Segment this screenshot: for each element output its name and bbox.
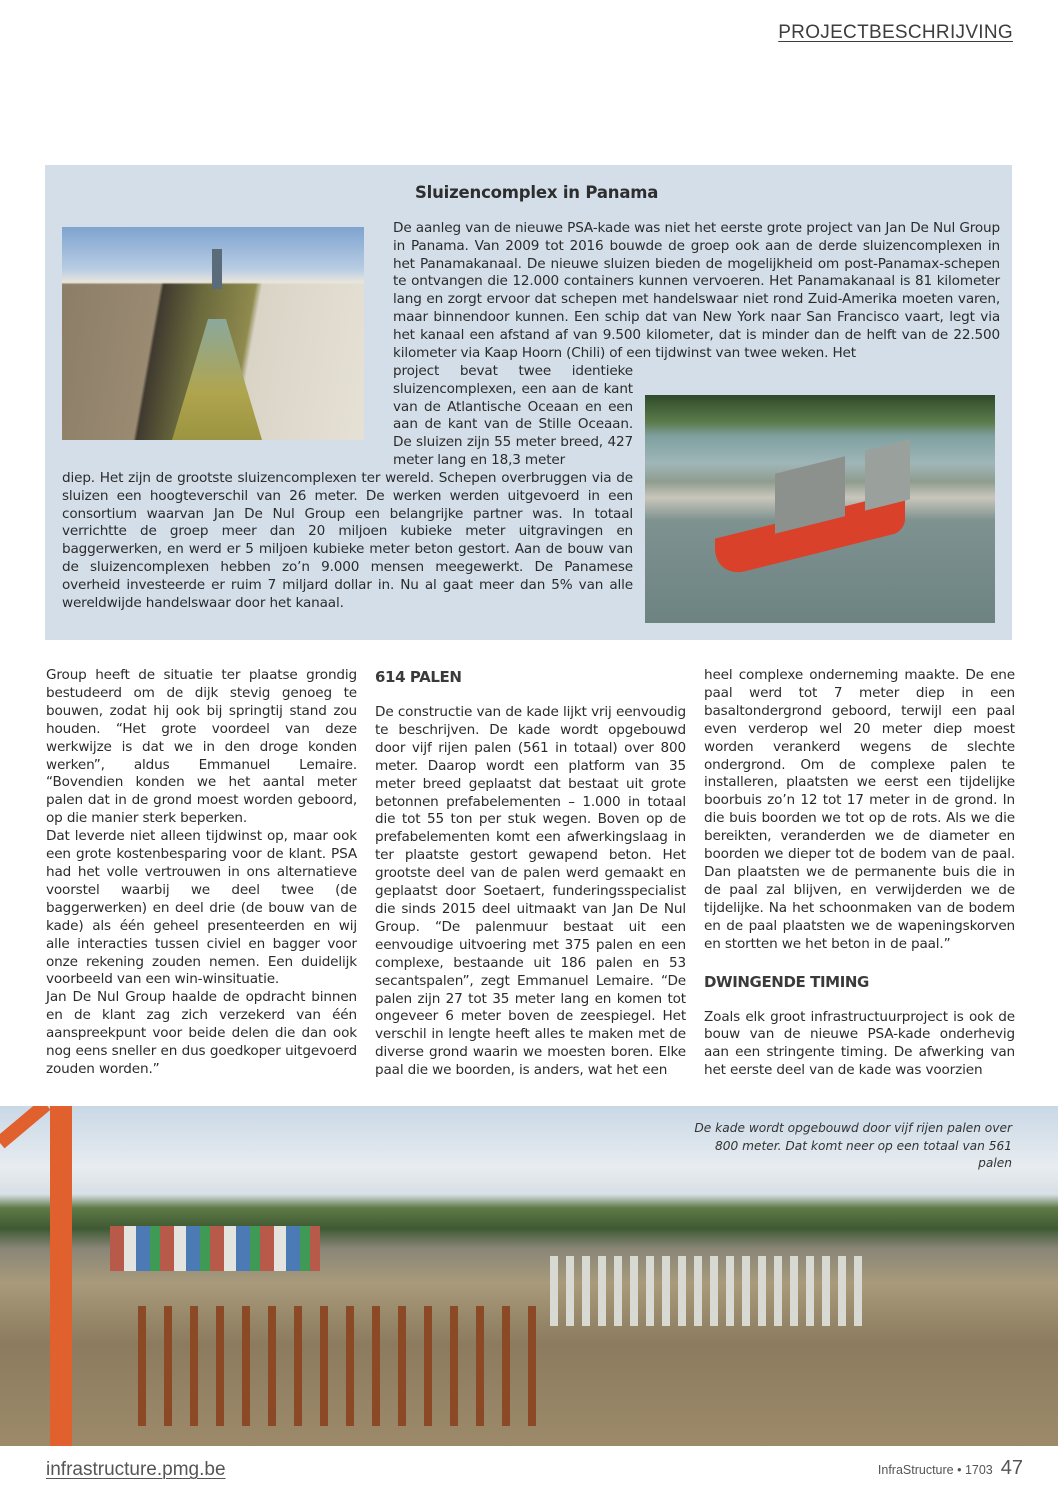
- lock-gate: [865, 439, 910, 510]
- canal-water: [172, 319, 262, 440]
- section-heading: 614 PALEN: [375, 668, 462, 686]
- box-text-middle: project bevat twee identieke sluizencomplexen, een aan de kant van de Atlantische Oceaan en een aan de kant van de Stille Oceaan. De sluizen zijn 55 meter breed, 427 meter lang en 18,3 meter: [393, 363, 633, 468]
- construction-panorama-photo: [0, 1106, 1058, 1446]
- steel-piles: [120, 1306, 540, 1426]
- excavator-arm: [50, 1106, 72, 1446]
- box-title: Sluizencomplex in Panama: [415, 183, 659, 202]
- control-tower: [212, 249, 222, 289]
- paragraph: Zoals elk groot infrastructuurproject is ook de bouw van de nieuwe PSA-kade onderhevig aan een stringente timing. De afwerking van het eerste deel van de kade was voorzien: [704, 1008, 1015, 1079]
- sidebar-box: [45, 165, 1012, 640]
- article-column-2: [375, 667, 686, 1080]
- paragraph: heel complexe onderneming maakte. De ene paal werd tot 7 meter diep in een basaltondergrond geboord, terwijl een paal even verderop wel 20 meter diep moest worden verankerd wegens de slechte ondergrond. Om de complexe palen te installeren, plaatsten we eerst een tijdelijke boorbuis zo’n 12 tot 17 meter in de grond. In die buis boorden we tot op de rots. Als we die bereikten, veranderden we de diameter en boorden we dieper tot de bodem van de paal. Dan plaatsten we de permanente buis die in de paal zal blijven, en verwijderden we de tijdelijke. Na het schoonmaken van de bodem en de paal plaatsten we de wapeningskorven en stortten we het beton in de paal.”: [704, 667, 1015, 952]
- paragraph: De constructie van de kade lijkt vrij eenvoudig te beschrijven. De kade wordt opgebouwd door vijf rijen palen (561 in totaal) over 800 meter. Daarop wordt een platform van 35 meter breed geplaatst dat bestaat uit grote betonnen prefabelementen – 1.000 in totaal die tot 55 ton per stuk wegen. Boven op de prefabelementen komt een afwerkingslaag in ter plaatste gestort gewapend beton. Het grootste deel van de palen werd gemaakt en geplaatst door Soetaert, funderingsspecialist die sinds 2015 deel uitmaakt van Jan De Nul Group. “De palenmuur bestaat uit een eenvoudige uitvoering met 375 palen en een complexe, bestaande uit 186 palen en 53 secantspalen”, zegt Emmanuel Lemaire. “De palen zijn 27 tot 35 meter lang en komen tot ongeveer 6 meter boven de zeespiegel. Het verschil in lengte heeft alles te maken met de diverse grond waarin we moesten boren. Elke paal die we boorden, is anders, wat het een: [375, 704, 686, 1079]
- section-label: PROJECTBESCHRIJVING: [778, 22, 1013, 43]
- paragraph: Jan De Nul Group haalde de opdracht binnen en de klant zag zich verzekerd van één aanspreekpunt voor beide delen die dan ook nog eens sneller en dus goedkoper uitgevoerd zouden worden.”: [46, 989, 357, 1077]
- paragraph: Group heeft de situatie ter plaatse grondig bestudeerd om de dijk stevig genoeg te bouwen, zodat hij ook bij springtij stand zou houden. “Het grote voordeel van deze werkwijze is dat we in den droge konden werken”, aldus Emmanuel Lemaire. “Bovendien konden we het aantal meter palen dat in de grond moest worden geboord, op die manier sterk beperken.: [46, 667, 357, 827]
- box-text-top: De aanleg van de nieuwe PSA-kade was niet het eerste grote project van Jan De Nul Group in Panama. Van 2009 tot 2016 bouwde de groep ook aan de derde sluizencomplexen in het Panamakanaal. De nieuwe sluizen bieden de mogelijkheid om post-Panamax-schepen te ontvangen die 12.000 containers kunnen vervoeren. Het Panamakanaal is 81 kilometer lang en zorgt ervoor dat schepen met handelswaar niet rond Zuid-Amerika moeten varen, maar binnendoor kunnen. Een schip dat van New York naar San Francisco vaart, legt via het kanaal een afstand af van 9.500 kilometer, dat is minder dan de helft van de 22.500 kilometer via Kaap Hoorn (Chili) of een tijdwinst van twee weken. Het: [393, 220, 1000, 361]
- footer-info: [878, 1457, 1023, 1480]
- article-column-3: [704, 667, 1015, 1080]
- photo-caption: De kade wordt opgebouwd door vijf rijen palen over 800 meter. Dat komt neer op een totaal van 561 palen: [694, 1121, 1012, 1170]
- lock-photo: [62, 227, 364, 440]
- container-stacks: [110, 1226, 320, 1271]
- box-text-bottom: diep. Het zijn de grootste sluizencomplexen ter wereld. Schepen overbruggen via de sluizen een hoogteverschil van 26 meter. De werken werden uitgevoerd in een consortium waarvan Jan De Nul Group een belangrijke partner was. In totaal verrichtte de groep meer dan 20 miljoen kubieke meter uitgravingen en baggerwerken, en werd er 5 miljoen kubieke meter beton gestort. Aan de bouw van de sluizencomplexen hebben zo’n 9.000 mensen meegewerkt. De Panamese overheid investeerde er ruim 7 miljard dollar in. Nu al gaat meer dan 5% van alle wereldwijde handelswaar door het kanaal.: [62, 470, 633, 611]
- page-number: 47: [1000, 1457, 1023, 1479]
- concrete-columns: [550, 1256, 870, 1326]
- section-heading: DWINGENDE TIMING: [704, 972, 869, 991]
- ship-photo: [645, 395, 995, 623]
- footer-website-link[interactable]: infrastructure.pmg.be: [46, 1459, 226, 1480]
- paragraph: Dat leverde niet alleen tijdwinst op, maar ook een grote kostenbesparing voor de klant. PSA had het volle vertrouwen in ons alternatieve voorstel waarbij we deel twee (de baggerwerken) en deel drie (de bouw van de kade) als één geheel presenteerden en wij alle interacties tussen civiel en bagger voor onze rekening zouden nemen. Een duidelijk voorbeeld van een win-winsituatie.: [46, 828, 357, 988]
- excavator-boom: [0, 1106, 50, 1148]
- article-column-1: [46, 667, 357, 1079]
- magazine-issue: InfraStructure • 1703: [877, 1463, 993, 1477]
